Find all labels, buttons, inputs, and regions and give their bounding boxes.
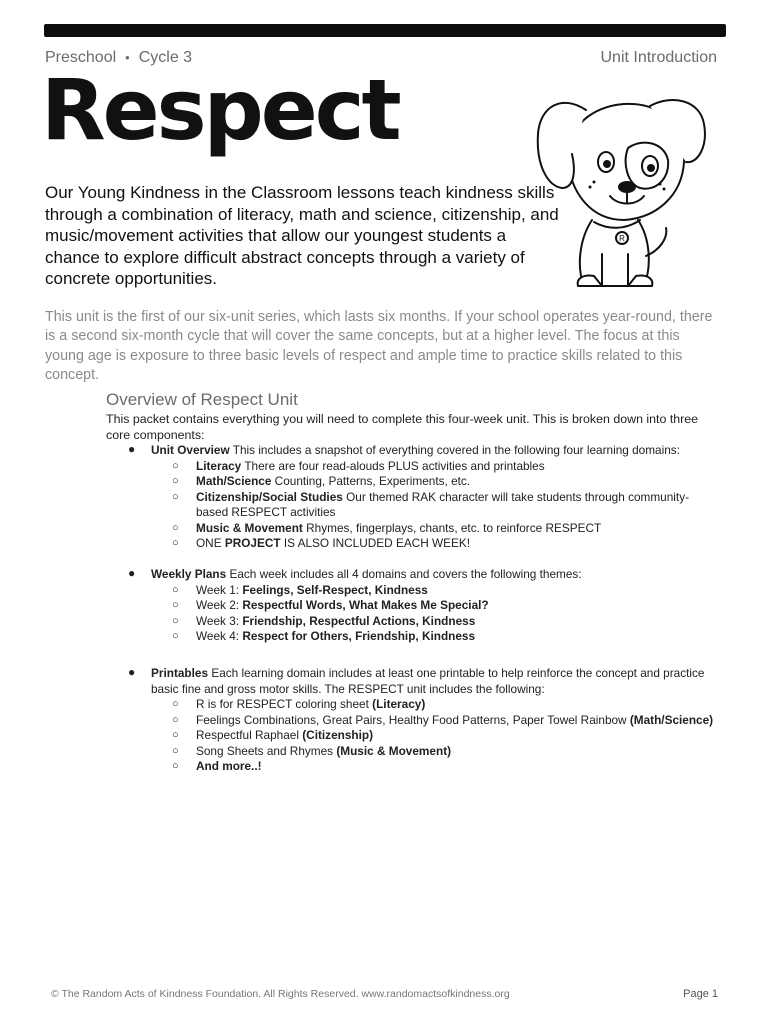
overview-intro: This packet contains everything you will need to complete this four-week unit. This is broken down into three core components:: [106, 412, 699, 442]
overview-section: [106, 390, 721, 775]
sub-bullet: ○: [172, 537, 179, 549]
sub-bullet: ○: [172, 475, 179, 487]
component-text: This includes a snapshot of everything covered in the following four learning domains:: [229, 443, 680, 457]
sub-item: [151, 614, 721, 630]
top-rule: [44, 24, 726, 37]
unit-description: This unit is the first of our six-unit series, which lasts six months. If your school operates year-round, there is a second six-month cycle that will cover the same concepts, but at a higher level. The focus at this young age is exposure to three basic levels of respect and ample time to practice skills related to this concept.: [45, 309, 713, 383]
sub-item: [151, 474, 721, 490]
component-item: [106, 567, 721, 666]
page-number: Page 1: [683, 988, 718, 1000]
component-lead: Printables: [151, 666, 209, 680]
bullet: ●: [128, 442, 136, 456]
section-label: Unit Introduction: [600, 49, 717, 66]
sub-lead: Feelings, Self-Respect, Kindness: [242, 582, 428, 597]
sub-item: [151, 490, 721, 521]
component-lead: Weekly Plans: [151, 567, 227, 581]
component-item: [106, 666, 721, 775]
sub-bullet: ○: [172, 713, 179, 726]
sub-prefix: Song Sheets and Rhymes: [196, 743, 337, 758]
bullet: ●: [128, 566, 136, 580]
sub-list: [151, 583, 721, 645]
component-lead: Unit Overview: [151, 443, 230, 457]
sub-prefix: Week 1:: [196, 582, 243, 597]
sub-prefix: Respectful Raphael: [196, 728, 303, 742]
sub-item: [151, 759, 721, 775]
sub-bullet: ○: [172, 583, 179, 596]
sub-lead: Citizenship/Social Studies: [196, 489, 343, 504]
sub-lead: And more..!: [196, 759, 262, 773]
sub-lead: (Music & Movement): [336, 743, 452, 758]
page-title: Respect: [41, 61, 399, 159]
overview-title: Overview of Respect Unit: [106, 390, 298, 409]
sub-bullet: ○: [172, 729, 179, 741]
sub-bullet: ○: [172, 698, 179, 710]
sub-lead: (Literacy): [372, 697, 426, 711]
sub-item: [151, 583, 721, 599]
sub-bullet: ○: [172, 630, 179, 642]
sub-bullet: ○: [172, 599, 179, 611]
bullet: ●: [128, 665, 136, 679]
sub-lead: (Citizenship): [302, 728, 374, 742]
cycle-label: Cycle 3: [138, 49, 193, 66]
sub-prefix: Week 4:: [196, 629, 243, 643]
sub-lead: Music & Movement: [196, 520, 303, 535]
sub-lead: PROJECT: [224, 536, 281, 550]
grade-label: Preschool: [45, 49, 117, 66]
collar-tag-letter: R: [619, 234, 625, 243]
component-text: Each learning domain includes at least one printable to help reinforce the concept and practice basic fine and gross motor skills. The RESPECT unit includes the following:: [151, 666, 705, 696]
intro-text: Our Young Kindness in the Classroom lessons teach kindness skills through a combination of literacy, math and science, citizenship, and music/movement activities that allow our youngest students a chance to explore difficult abstract concepts through a variety of concrete opportunities.: [45, 183, 559, 288]
components-list: [106, 443, 721, 775]
sub-prefix: R is for RESPECT coloring sheet: [196, 697, 373, 711]
sub-item: [151, 728, 721, 744]
sub-lead: Math/Science: [196, 474, 272, 488]
sub-prefix: Feelings Combinations, Great Pairs, Healthy Food Patterns, Paper Towel Rainbow: [196, 712, 630, 727]
sub-list: [151, 459, 721, 552]
sub-item: [151, 697, 721, 713]
separator-dot: •: [125, 50, 130, 65]
sub-bullet: ○: [172, 521, 179, 534]
sub-bullet: ○: [172, 760, 179, 772]
sub-lead: Respectful Words, What Makes Me Special?: [242, 598, 489, 612]
component-item: [106, 443, 721, 567]
sub-item: [151, 629, 721, 645]
sub-item: [151, 744, 721, 760]
sub-text: IS ALSO INCLUDED EACH WEEK!: [280, 536, 471, 550]
sub-lead: Literacy: [196, 458, 242, 473]
component-text: Each week includes all 4 domains and covers the following themes:: [226, 567, 582, 581]
sub-lead: (Math/Science): [629, 712, 714, 727]
sub-list: [151, 697, 721, 775]
sub-prefix: Week 2:: [196, 598, 243, 612]
sub-lead: Friendship, Respectful Actions, Kindness: [242, 613, 476, 628]
footer-copyright: © The Random Acts of Kindness Foundation. All Rights Reserved. www.randomactsofkindness.org: [51, 988, 510, 1000]
sub-item: [151, 598, 721, 614]
sub-item: [151, 521, 721, 537]
sub-prefix: Week 3:: [196, 613, 243, 628]
sub-bullet: ○: [172, 490, 179, 503]
sub-bullet: ○: [172, 459, 179, 472]
sub-lead: Respect for Others, Friendship, Kindness: [242, 629, 476, 643]
sub-text: Rhymes, fingerplays, chants, etc. to reinforce RESPECT: [302, 520, 602, 535]
sub-text: There are four read-alouds PLUS activities and printables: [241, 458, 545, 473]
sub-text: Counting, Patterns, Experiments, etc.: [271, 474, 471, 488]
sub-text: Our themed RAK character will take students through community-based RESPECT activities: [196, 489, 690, 519]
sub-item: [151, 713, 721, 729]
sub-item: [151, 459, 721, 475]
sub-prefix: ONE: [196, 536, 225, 550]
sub-bullet: ○: [172, 744, 179, 757]
sub-bullet: ○: [172, 614, 179, 627]
sub-item: [151, 536, 721, 552]
